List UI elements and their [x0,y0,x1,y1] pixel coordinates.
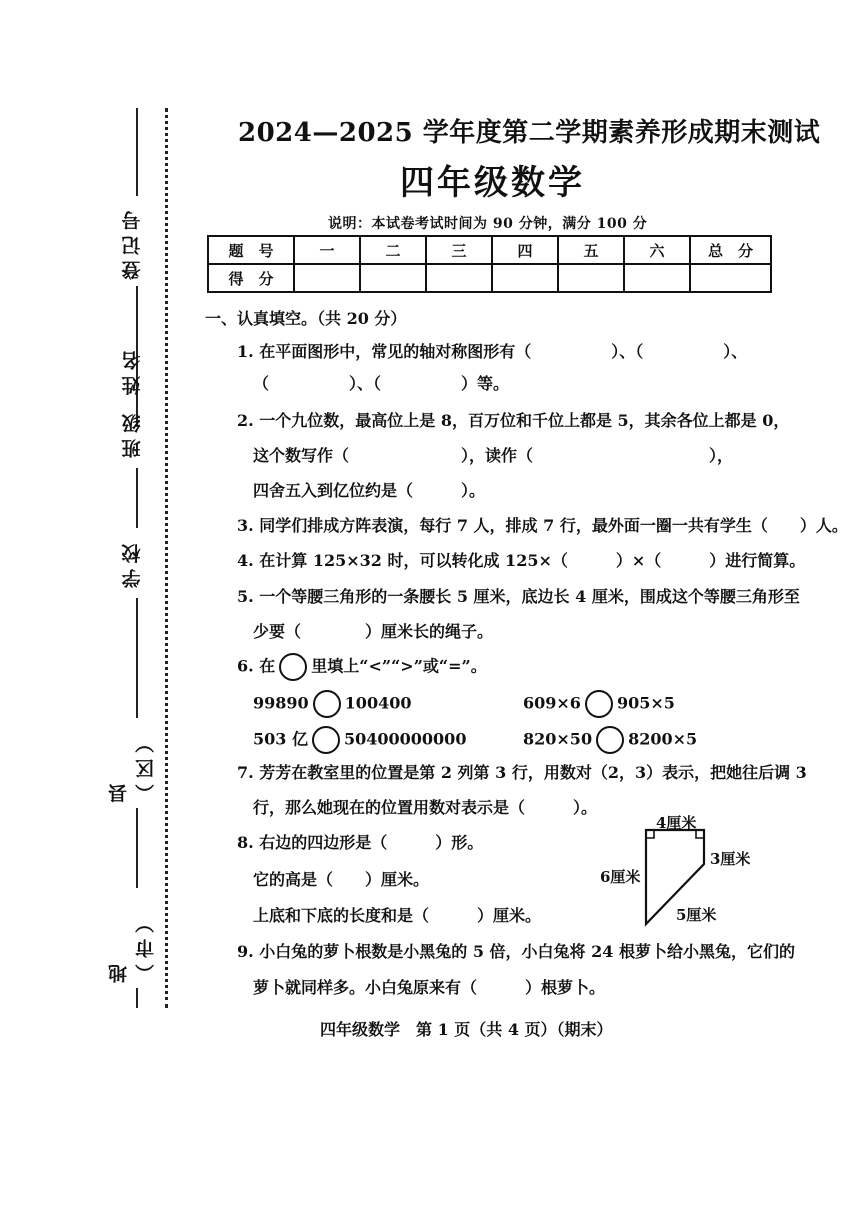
compare-right: 100400 [344,693,412,713]
top-base-label: 4厘米 [656,814,697,832]
score-cell[interactable] [690,264,771,292]
question-4: 4. 在计算 125×32 时，可以转化成 125×（ ）×（ ）进行简算。 [237,551,806,570]
county-line [136,808,138,888]
name-label: 姓名 [121,345,144,395]
compare-left: 503 亿 [253,729,308,749]
score-cell[interactable] [360,264,426,292]
class-label: 班级 [121,408,144,458]
column-header: 总 分 [690,236,771,264]
compare-item [523,726,697,754]
compare-left: 99890 [253,693,309,713]
question-9-line-1: 9. 小白兔的萝卜根数是小黑兔的 5 倍，小白兔将 24 根萝卜给小黑兔，它们的 [237,942,795,961]
score-table [207,235,772,293]
page-footer: 四年级数学 第 1 页（共 4 页）（期末） [320,1020,613,1039]
column-header: 一 [294,236,360,264]
compare-right: 8200×5 [628,729,698,749]
question-6-prompt [237,653,487,681]
compare-circle[interactable] [585,690,613,718]
question-9-line-2: 萝卜就同样多。小白兔原来有（ ）根萝卜。 [253,978,606,997]
score-label: 得 分 [208,264,294,292]
school-line [136,598,138,718]
question-1-line-2: （ ）、（ ）等。 [253,374,510,393]
compare-right: 50400000000 [343,729,467,749]
score-table-score-row [208,264,771,292]
question-2-line-2: 这个数写作（ ），读作（ ）， [253,446,734,465]
column-header: 四 [492,236,558,264]
compare-right: 905×5 [616,693,675,713]
score-cell[interactable] [558,264,624,292]
question-5-line-2: 少要（ ）厘米长的绳子。 [253,622,494,641]
question-6-prompt-a: 6. 在 [237,656,276,676]
question-2-line-1: 2. 一个九位数，最高位上是 8，百万位和千位上都是 5，其余各位上都是 0， [237,411,790,430]
city-line [136,988,138,1008]
exam-instructions: 说明：本试卷考试时间为 90 分钟，满分 100 分 [328,216,648,232]
circle-icon [279,653,307,681]
question-number-label: 题 号 [208,236,294,264]
question-7-line-2: 行，那么她现在的位置用数对表示是（ ）。 [253,798,598,817]
question-7-line-1: 7. 芳芳在教室里的位置是第 2 列第 3 行，用数对（2，3）表示，把她往后调 3 [237,763,807,782]
trapezoid-figure [600,808,770,938]
slant-side-label: 5厘米 [676,906,717,924]
compare-left: 609×6 [523,693,581,713]
compare-left: 820×50 [523,729,593,749]
question-5-line-1: 5. 一个等腰三角形的一条腰长 5 厘米，底边长 4 厘米，围成这个等腰三角形至 [237,587,800,606]
question-3: 3. 同学们排成方阵表演，每行 7 人，排成 7 行，最外面一圈一共有学生（ ）人。 [237,516,848,535]
subject-title: 四年级数学 [400,163,585,203]
column-header: 六 [624,236,690,264]
compare-item [523,690,675,718]
compare-item [253,690,411,718]
compare-circle[interactable] [312,726,340,754]
column-header: 五 [558,236,624,264]
question-1-line-1: 1. 在平面图形中，常见的轴对称图形有（ ）、（ ）、 [237,342,748,361]
binding-margin [108,108,156,1008]
height-label: 6厘米 [600,868,641,886]
school-label: 学校 [121,538,144,588]
class-line [136,468,138,528]
score-cell[interactable] [492,264,558,292]
compare-circle[interactable] [313,690,341,718]
column-header: 三 [426,236,492,264]
question-8-line-1: 8. 右边的四边形是（ ）形。 [237,833,484,852]
compare-item [253,726,466,754]
score-cell[interactable] [294,264,360,292]
county-label: 县（区） [108,728,157,803]
right-side-label: 3厘米 [710,850,751,868]
section-heading: 一、认真填空。（共 20 分） [205,309,407,328]
question-8-line-3: 上底和下底的长度和是（ ）厘米。 [253,906,542,925]
question-8-line-2: 它的高是（ ）厘米。 [253,870,430,889]
question-6-prompt-b: 里填上“<”“>”或“=”。 [311,656,487,676]
score-cell[interactable] [624,264,690,292]
score-cell[interactable] [426,264,492,292]
binding-dotted-line [165,108,168,1008]
registration-label: 登记号 [121,205,144,281]
question-2-line-3: 四舍五入到亿位约是（ ）。 [253,481,486,500]
column-header: 二 [360,236,426,264]
exam-title: 2024—2025 学年度第二学期素养形成期末测试 [238,118,821,148]
city-label: 地（市） [108,908,157,983]
compare-circle[interactable] [596,726,624,754]
registration-line [136,108,138,196]
score-table-header-row [208,236,771,264]
